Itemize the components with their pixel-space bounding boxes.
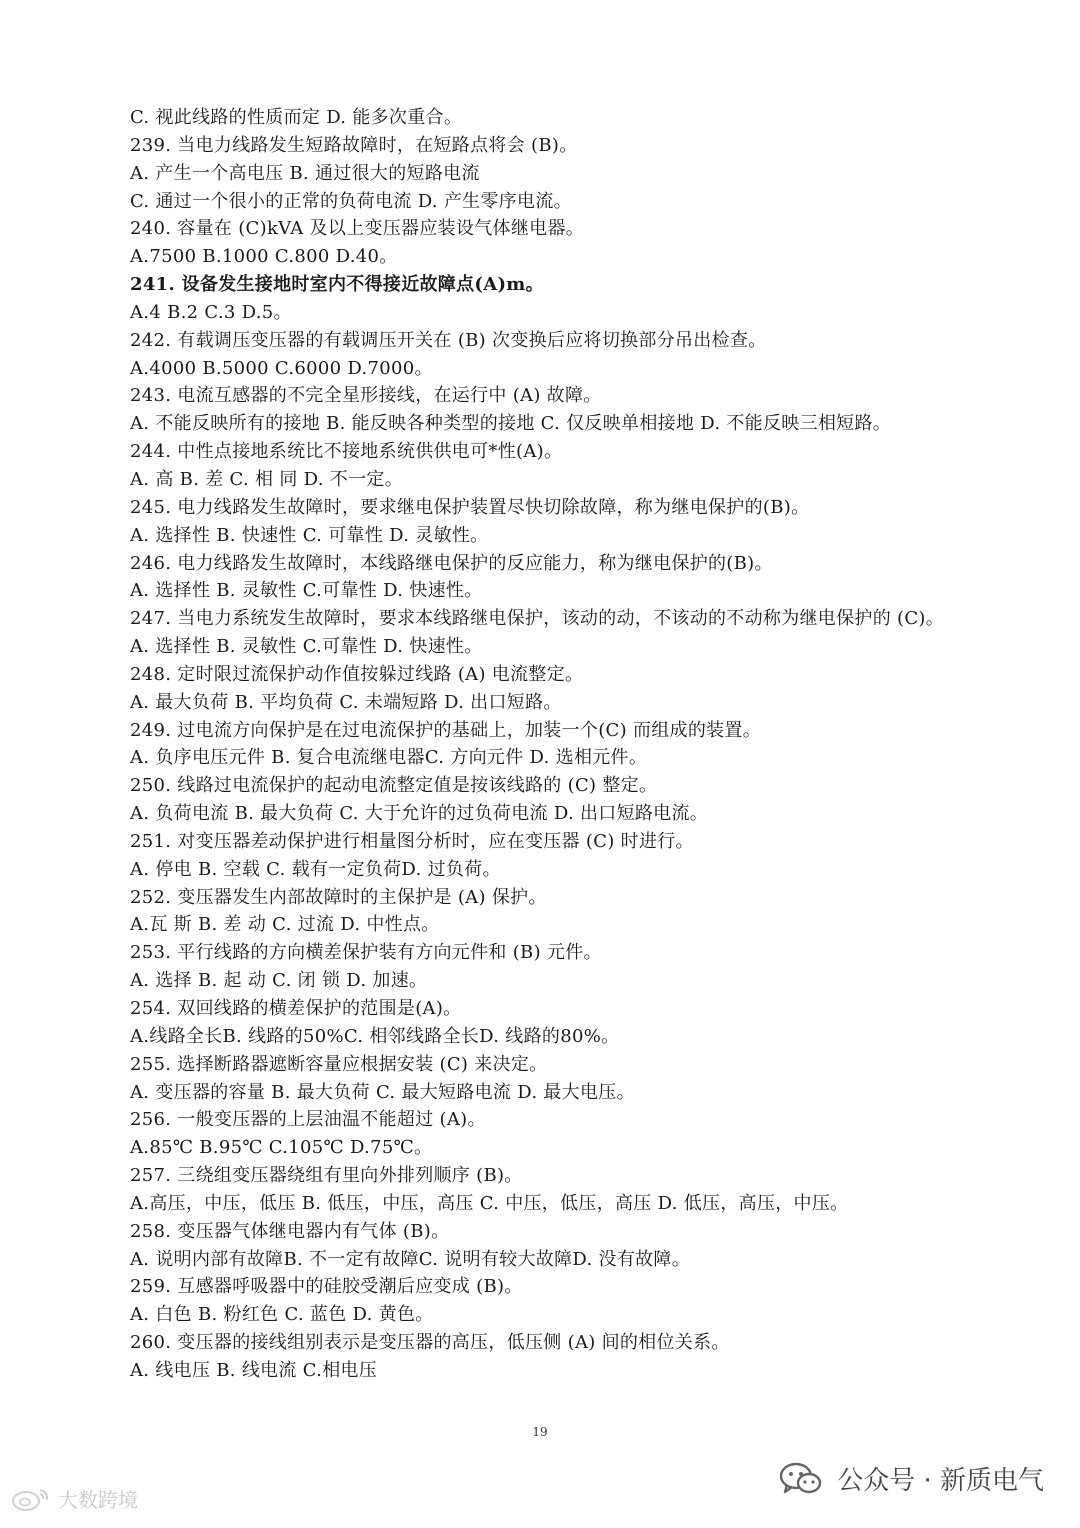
text-line: A.高压，中压，低压 B. 低压，中压，高压 C. 中压，低压，高压 D. 低压，高压，中压。 <box>130 1192 849 1214</box>
text-line: C. 通过一个很小的正常的负荷电流 D. 产生零序电流。 <box>130 190 572 212</box>
wechat-watermark <box>779 1460 1044 1497</box>
text-line: A. 选择性 B. 灵敏性 C.可靠性 D. 快速性。 <box>130 636 483 658</box>
text-line: 251. 对变压器差动保护进行相量图分析时，应在变压器 (C) 时进行。 <box>130 830 694 852</box>
text-line: A. 变压器的容量 B. 最大负荷 C. 最大短路电流 D. 最大电压。 <box>130 1081 635 1103</box>
text-line: A.85℃ B.95℃ C.105℃ D.75℃。 <box>130 1137 433 1159</box>
text-line: 258. 变压器气体继电器内有气体 (B)。 <box>130 1220 450 1242</box>
text-line: 246. 电力线路发生故障时，本线路继电保护的反应能力，称为继电保护的(B)。 <box>130 552 773 574</box>
text-line: A. 停电 B. 空载 C. 载有一定负荷D. 过负荷。 <box>130 858 501 880</box>
text-line: C. 视此线路的性质而定 D. 能多次重合。 <box>130 107 463 128</box>
text-line: 242. 有载调压变压器的有载调压开关在 (B) 次变换后应将切换部分吊出检查。 <box>130 329 767 351</box>
text-line: A. 负序电压元件 B. 复合电流继电器C. 方向元件 D. 选相元件。 <box>130 747 648 769</box>
text-line: A.4 B.2 C.3 D.5。 <box>130 301 292 323</box>
text-line: A. 选择性 B. 快速性 C. 可靠性 D. 灵敏性。 <box>130 524 489 546</box>
text-line: A. 最大负荷 B. 平均负荷 C. 未端短路 D. 出口短路。 <box>130 691 562 713</box>
text-line: A. 高 B. 差 C. 相 同 D. 不一定。 <box>130 468 404 490</box>
text-line: 255. 选择断路器遮断容量应根据安装 (C) 来决定。 <box>130 1053 548 1075</box>
text-line: A. 不能反映所有的接地 B. 能反映各种类型的接地 C. 仅反映单相接地 D. 不能反映三相短路。 <box>130 413 892 435</box>
weibo-account-label: 大数跨境 <box>58 1488 138 1512</box>
text-line: A. 说明内部有故障B. 不一定有故障C. 说明有较大故障D. 没有故障。 <box>130 1248 691 1270</box>
text-line: A. 白色 B. 粉红色 C. 蓝色 D. 黄色。 <box>130 1304 434 1326</box>
wechat-icon <box>779 1462 823 1496</box>
text-line: 260. 变压器的接线组别表示是变压器的高压，低压侧 (A) 间的相位关系。 <box>130 1332 730 1354</box>
text-line: A.4000 B.5000 C.6000 D.7000。 <box>130 357 433 379</box>
text-line: A.线路全长B. 线路的50%C. 相邻线路全长D. 线路的80%。 <box>130 1025 620 1047</box>
text-line: A. 选择 B. 起 动 C. 闭 锁 D. 加速。 <box>130 970 428 992</box>
text-line: 244. 中性点接地系统比不接地系统供供电可*性(A)。 <box>130 441 563 463</box>
text-line: A.瓦 斯 B. 差 动 C. 过流 D. 中性点。 <box>130 914 440 936</box>
text-line: 245. 电力线路发生故障时，要求继电保护装置尽快切除故障，称为继电保护的(B)。 <box>130 496 810 518</box>
text-line: 253. 平行线路的方向横差保护装有方向元件和 (B) 元件。 <box>130 942 602 964</box>
text-line: A. 产生一个高电压 B. 通过很大的短路电流 <box>130 162 480 184</box>
text-line: 239. 当电力线路发生短路故障时，在短路点将会 (B)。 <box>130 134 578 156</box>
text-line: 241. 设备发生接地时室内不得接近故障点(A)m。 <box>130 274 544 296</box>
weibo-watermark <box>10 1484 138 1513</box>
weibo-icon <box>10 1486 52 1512</box>
wechat-account-label: 公众号 · 新质电气 <box>837 1466 1044 1496</box>
text-line: 243. 电流互感器的不完全星形接线，在运行中 (A) 故障。 <box>130 385 602 407</box>
text-line: 248. 定时限过流保护动作值按躲过线路 (A) 电流整定。 <box>130 663 584 685</box>
text-line: 240. 容量在 (C)kVA 及以上变压器应装设气体继电器。 <box>130 218 585 240</box>
question-list <box>130 104 1010 1385</box>
text-line: A. 负荷电流 B. 最大负荷 C. 大于允许的过负荷电流 D. 出口短路电流。 <box>130 803 709 825</box>
text-line: 249. 过电流方向保护是在过电流保护的基础上，加装一个(C) 而组成的装置。 <box>130 719 762 741</box>
text-line: 250. 线路过电流保护的起动电流整定值是按该线路的 (C) 整定。 <box>130 775 658 797</box>
text-line: 256. 一般变压器的上层油温不能超过 (A)。 <box>130 1109 486 1131</box>
text-line: A. 选择性 B. 灵敏性 C.可靠性 D. 快速性。 <box>130 580 483 602</box>
text-line: 247. 当电力系统发生故障时，要求本线路继电保护，该动的动，不该动的不动称为继电保护的 (C)。 <box>130 608 945 630</box>
page-number: 19 <box>532 1425 548 1439</box>
text-line: 257. 三绕组变压器绕组有里向外排列顺序 (B)。 <box>130 1165 523 1187</box>
text-line: 254. 双回线路的横差保护的范围是(A)。 <box>130 998 462 1019</box>
text-line: A. 线电压 B. 线电流 C.相电压 <box>130 1359 378 1381</box>
text-line: 259. 互感器呼吸器中的硅胶受潮后应变成 (B)。 <box>130 1276 523 1298</box>
text-line: A.7500 B.1000 C.800 D.40。 <box>130 246 398 268</box>
text-line: 252. 变压器发生内部故障时的主保护是 (A) 保护。 <box>130 886 547 908</box>
